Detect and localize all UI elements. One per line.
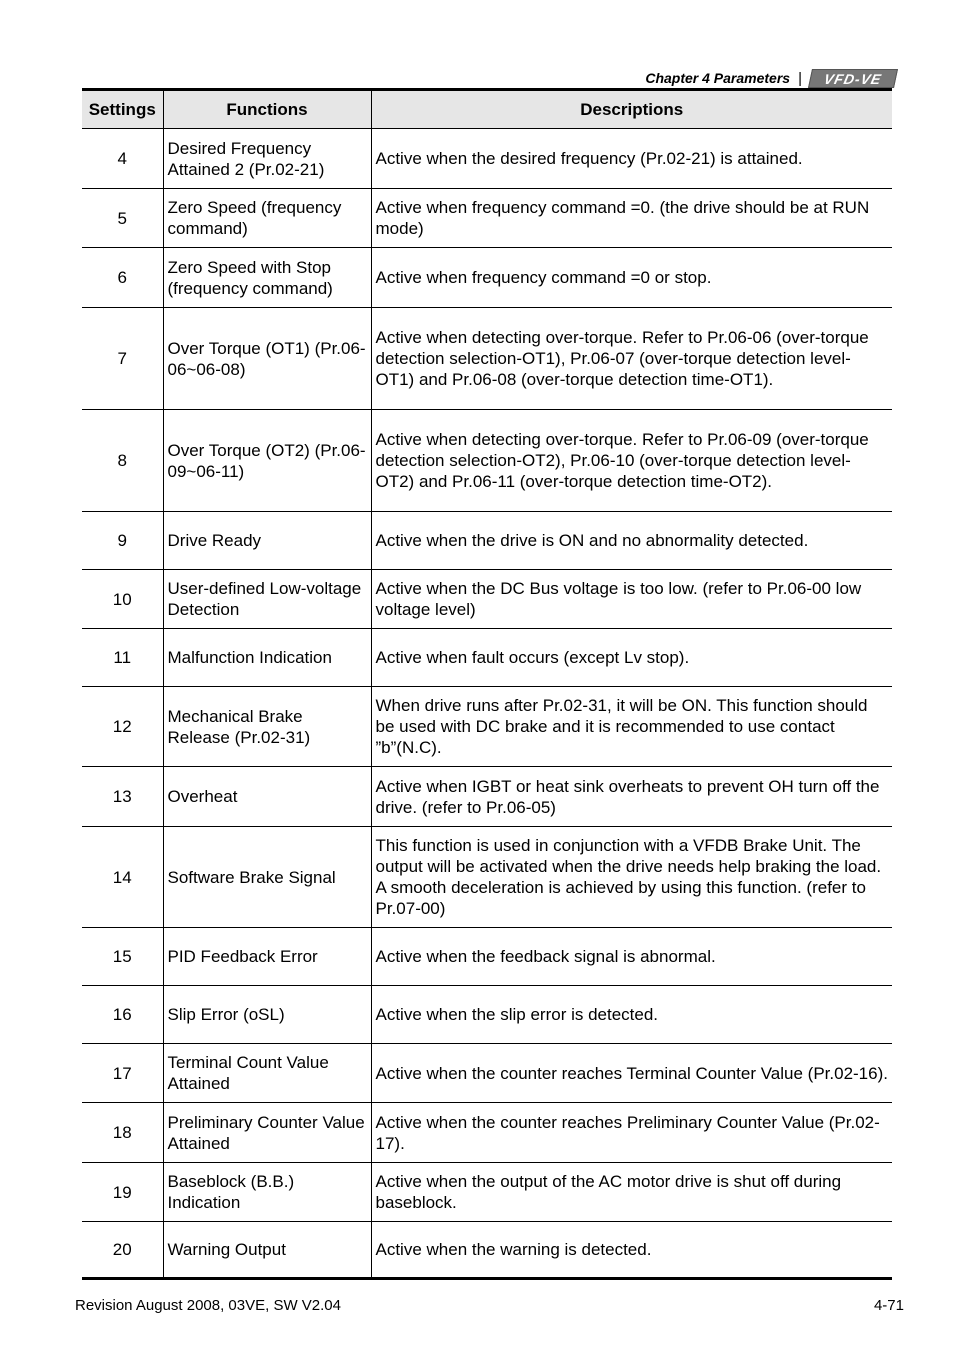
function-cell: Desired Frequency Attained 2 (Pr.02-21) — [163, 129, 371, 189]
description-cell: Active when the warning is detected. — [371, 1222, 892, 1279]
description-cell: Active when the output of the AC motor drive is shut off during baseblock. — [371, 1163, 892, 1222]
function-cell: Slip Error (oSL) — [163, 986, 371, 1044]
header-descriptions: Descriptions — [371, 90, 892, 129]
setting-cell: 13 — [82, 767, 163, 827]
table-row — [82, 308, 892, 410]
function-cell: Warning Output — [163, 1222, 371, 1279]
description-cell: Active when detecting over-torque. Refer to Pr.06-09 (over-torque detection selection-OT2), Pr.06-10 (over-torque detection level-OT2) and Pr.06-11 (over-torque detection time-OT2). — [371, 410, 892, 512]
parameter-settings-table — [82, 88, 892, 1280]
description-cell: Active when the counter reaches Terminal Counter Value (Pr.02-16). — [371, 1044, 892, 1103]
chapter-title: Chapter 4 Parameters — [645, 70, 791, 86]
function-cell: Zero Speed (frequency command) — [163, 189, 371, 248]
setting-cell: 20 — [82, 1222, 163, 1279]
table-row — [82, 986, 892, 1044]
table-row — [82, 248, 892, 308]
table-header-row — [82, 90, 892, 129]
table-row — [82, 410, 892, 512]
function-cell: Software Brake Signal — [163, 827, 371, 928]
setting-cell: 18 — [82, 1103, 163, 1163]
table-row — [82, 189, 892, 248]
table-row — [82, 1103, 892, 1163]
vfd-ve-logo: VFD-VE — [808, 69, 898, 88]
setting-cell: 16 — [82, 986, 163, 1044]
setting-cell: 11 — [82, 629, 163, 687]
table-row — [82, 629, 892, 687]
table-row — [82, 1222, 892, 1279]
table-row — [82, 928, 892, 986]
description-cell: Active when detecting over-torque. Refer to Pr.06-06 (over-torque detection selection-OT1), Pr.06-07 (over-torque detection level-OT1) and Pr.06-08 (over-torque detection time-OT1). — [371, 308, 892, 410]
description-cell: This function is used in conjunction with a VFDB Brake Unit. The output will be activated when the drive needs help braking the load. A smooth deceleration is achieved by using this function. (refer to Pr.07-00) — [371, 827, 892, 928]
header-functions: Functions — [163, 90, 371, 129]
setting-cell: 6 — [82, 248, 163, 308]
description-cell: Active when frequency command =0 or stop. — [371, 248, 892, 308]
function-cell: Terminal Count Value Attained — [163, 1044, 371, 1103]
function-cell: Over Torque (OT1) (Pr.06-06~06-08) — [163, 308, 371, 410]
description-cell: Active when fault occurs (except Lv stop). — [371, 629, 892, 687]
description-cell: When drive runs after Pr.02-31, it will be ON. This function should be used with DC brake and it is recommended to use contact ”b”(N.C). — [371, 687, 892, 767]
function-cell: Malfunction Indication — [163, 629, 371, 687]
function-cell: Zero Speed with Stop (frequency command) — [163, 248, 371, 308]
table-row — [82, 827, 892, 928]
table-row — [82, 512, 892, 570]
description-cell: Active when the counter reaches Preliminary Counter Value (Pr.02-17). — [371, 1103, 892, 1163]
function-cell: User-defined Low-voltage Detection — [163, 570, 371, 629]
description-cell: Active when the slip error is detected. — [371, 986, 892, 1044]
table-row — [82, 570, 892, 629]
table-row — [82, 767, 892, 827]
header-settings: Settings — [82, 90, 163, 129]
setting-cell: 14 — [82, 827, 163, 928]
description-cell: Active when IGBT or heat sink overheats to prevent OH turn off the drive. (refer to Pr.06-05) — [371, 767, 892, 827]
table-row — [82, 1044, 892, 1103]
function-cell: Overheat — [163, 767, 371, 827]
function-cell: Over Torque (OT2) (Pr.06-09~06-11) — [163, 410, 371, 512]
function-cell: Preliminary Counter Value Attained — [163, 1103, 371, 1163]
description-cell: Active when the DC Bus voltage is too low. (refer to Pr.06-00 low voltage level) — [371, 570, 892, 629]
table-row — [82, 1163, 892, 1222]
table-row — [82, 687, 892, 767]
description-cell: Active when frequency command =0. (the drive should be at RUN mode) — [371, 189, 892, 248]
setting-cell: 19 — [82, 1163, 163, 1222]
setting-cell: 7 — [82, 308, 163, 410]
setting-cell: 15 — [82, 928, 163, 986]
description-cell: Active when the desired frequency (Pr.02-21) is attained. — [371, 129, 892, 189]
description-cell: Active when the feedback signal is abnormal. — [371, 928, 892, 986]
footer-revision: Revision August 2008, 03VE, SW V2.04 — [75, 1297, 341, 1314]
setting-cell: 12 — [82, 687, 163, 767]
setting-cell: 5 — [82, 189, 163, 248]
setting-cell: 9 — [82, 512, 163, 570]
setting-cell: 4 — [82, 129, 163, 189]
header-separator: | — [798, 69, 802, 87]
footer-page-number: 4-71 — [873, 1297, 904, 1314]
description-cell: Active when the drive is ON and no abnormality detected. — [371, 512, 892, 570]
setting-cell: 10 — [82, 570, 163, 629]
function-cell: Baseblock (B.B.) Indication — [163, 1163, 371, 1222]
setting-cell: 17 — [82, 1044, 163, 1103]
table-row — [82, 129, 892, 189]
running-header — [645, 68, 896, 88]
function-cell: Drive Ready — [163, 512, 371, 570]
function-cell: PID Feedback Error — [163, 928, 371, 986]
setting-cell: 8 — [82, 410, 163, 512]
function-cell: Mechanical Brake Release (Pr.02-31) — [163, 687, 371, 767]
